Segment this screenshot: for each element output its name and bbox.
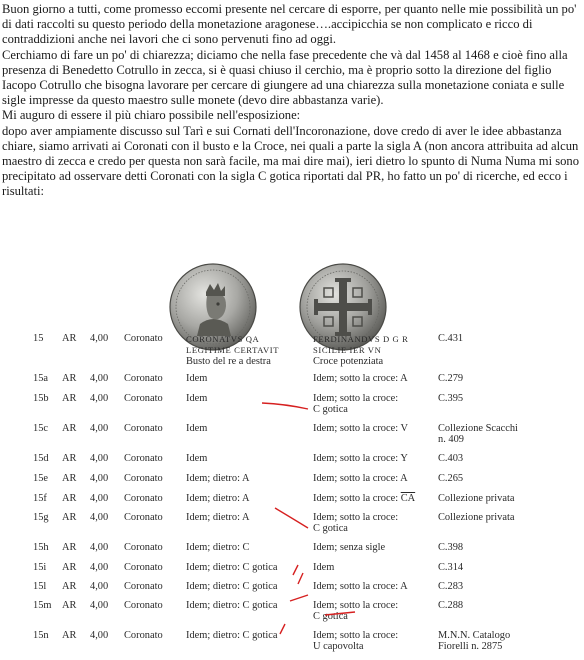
row-number: 15a [33, 373, 49, 384]
row-reverse: SICILIE IER VN [313, 345, 382, 355]
row-type: Coronato [124, 581, 163, 592]
row-number: 15g [33, 512, 49, 523]
red-annotation-line [325, 612, 355, 615]
row-reverse: Croce potenziata [313, 356, 384, 367]
row-weight: 4,00 [90, 542, 109, 553]
row-weight: 4,00 [90, 512, 109, 523]
row-number: 15i [33, 562, 47, 573]
row-metal: AR [62, 512, 77, 523]
row-reverse: Idem; sotto la croce: A [313, 473, 408, 484]
row-type: Coronato [124, 423, 163, 434]
row-reverse: U capovolta [313, 641, 364, 652]
row-type: Coronato [124, 393, 163, 404]
row-reference: Collezione privata [438, 512, 515, 523]
row-weight: 4,00 [90, 453, 109, 464]
row-type: Coronato [124, 562, 163, 573]
row-reference: C.283 [438, 581, 464, 592]
row-metal: AR [62, 423, 77, 434]
row-number: 15h [33, 542, 49, 553]
row-reference: n. 409 [438, 434, 464, 445]
coin-reverse-image [298, 262, 388, 352]
row-obverse: Idem [186, 453, 208, 464]
row-obverse: Idem; dietro: C gotica [186, 600, 278, 611]
row-obverse: Idem [186, 373, 208, 384]
row-reverse: C gotica [313, 523, 348, 534]
row-reverse: Idem; sotto la croce: [313, 512, 399, 523]
row-metal: AR [62, 562, 77, 573]
red-annotation-line [262, 403, 308, 409]
row-metal: AR [62, 542, 77, 553]
row-metal: AR [62, 453, 77, 464]
row-metal: AR [62, 373, 77, 384]
row-metal: AR [62, 581, 77, 592]
row-obverse: Idem; dietro: A [186, 512, 250, 523]
coin-obverse-image [168, 262, 258, 352]
row-metal: AR [62, 473, 77, 484]
row-weight: 4,00 [90, 393, 109, 404]
row-number: 15f [33, 493, 47, 504]
row-obverse: Idem; dietro: C gotica [186, 581, 278, 592]
row-type: Coronato [124, 542, 163, 553]
row-type: Coronato [124, 453, 163, 464]
coin-images [168, 262, 418, 352]
row-number: 15m [33, 600, 52, 611]
row-obverse: CORONATVS QA [186, 334, 260, 344]
intro-paragraph: dopo aver ampiamente discusso sul Tarì e sui Cornati dell'Incoronazione, dove credo di aver le idee abbastanza chiare, siamo arrivati ai Coronati con il busto e la Croce, nei quali a parte la sigla A (non ancora attribuita ad alcun maestro di zecca e credo per questa non sarà facile, ma mai dire mai), ieri dietro lo spunto di Numa Numa mi sono precipitato ad osservare detti Coronati con la sigla C gotica riportati dal PR, ho fatto un po' di ricerche, ed ecco i risultati: [2, 123, 580, 199]
row-reference: C.398 [438, 542, 464, 553]
row-reference: Collezione privata [438, 493, 515, 504]
row-reference: C.403 [438, 453, 464, 464]
red-annotation-line [275, 508, 308, 528]
row-obverse: Idem [186, 423, 208, 434]
row-metal: AR [62, 600, 77, 611]
row-reverse: FERDINANDVS D G R [313, 334, 409, 344]
row-weight: 4,00 [90, 473, 109, 484]
row-reverse: Idem; sotto la croce: V [313, 423, 409, 434]
row-obverse: Idem; dietro: C gotica [186, 630, 278, 641]
row-metal: AR [62, 333, 77, 344]
row-reverse: Idem; sotto la croce: A [313, 581, 408, 592]
row-obverse: Idem [186, 393, 208, 404]
row-reverse: C gotica [313, 404, 348, 415]
row-reference: Collezione Scacchi [438, 423, 518, 434]
row-number: 15b [33, 393, 49, 404]
row-metal: AR [62, 493, 77, 504]
row-obverse: Busto del re a destra [186, 356, 271, 367]
row-reference: C.279 [438, 373, 464, 384]
row-reference: C.288 [438, 600, 464, 611]
row-metal: AR [62, 393, 77, 404]
row-number: 15e [33, 473, 49, 484]
row-obverse: Idem; dietro: A [186, 493, 250, 504]
intro-paragraph: Mi auguro di essere il più chiaro possibile nell'esposizione: [2, 108, 301, 123]
row-type: Coronato [124, 630, 163, 641]
row-number: 15l [33, 581, 47, 592]
row-type: Coronato [124, 600, 163, 611]
row-weight: 4,00 [90, 333, 109, 344]
row-type: Coronato [124, 473, 163, 484]
row-weight: 4,00 [90, 562, 109, 573]
row-weight: 4,00 [90, 581, 109, 592]
row-reference: C.265 [438, 473, 464, 484]
red-annotation-line [298, 573, 303, 584]
row-number: 15 [33, 333, 44, 344]
row-reference: M.N.N. Catalogo [438, 630, 511, 641]
row-reverse: Idem [313, 562, 335, 573]
intro-paragraph: Cerchiamo di fare un po' di chiarezza; diciamo che nella fase precedente che và dal 1458 al 1468 e cioè fino alla presenza di Benedetto Cotrullo in zecca, si è quasi chiuso il cerchio, ma è proprio sotto la direzione del figlio Iacopo Cotrullo che bisogna lavorare per cercare di giungere ad una chiarezza sulla monetazione coniata e sulle sigle impresse da questo maestro sulle monete (devo dire abbastanza varie). [2, 47, 568, 108]
coin-obverse-bust-icon [168, 262, 258, 352]
row-reverse: Idem; sotto la croce: A [313, 373, 408, 384]
row-reverse: Idem; sotto la croce: [313, 630, 399, 641]
row-reverse: Idem; sotto la croce: [313, 600, 399, 611]
red-annotation-line [290, 595, 308, 601]
row-metal: AR [62, 630, 77, 641]
row-number: 15d [33, 453, 49, 464]
red-annotation-line [293, 565, 298, 575]
row-number: 15n [33, 630, 49, 641]
row-reverse: Idem; sotto la croce: Y [313, 453, 408, 464]
row-type: Coronato [124, 493, 163, 504]
intro-paragraph: Buon giorno a tutti, come promesso eccomi presente nel cercare di esporre, per quanto nelle mie possibilità un po' di dati raccolti su questo periodo della monetazione aragonese….accipicchia se non complicato e ricco di contraddizioni anche nei lavori che ci sono pervenuti fino ad oggi. [2, 2, 577, 47]
row-weight: 4,00 [90, 493, 109, 504]
intro-text [2, 2, 582, 200]
row-reference: C.395 [438, 393, 464, 404]
row-type: Coronato [124, 333, 163, 344]
row-weight: 4,00 [90, 373, 109, 384]
row-obverse: Idem; dietro: C gotica [186, 562, 278, 573]
row-reference: C.431 [438, 333, 464, 344]
row-type: Coronato [124, 512, 163, 523]
row-number: 15c [33, 423, 49, 434]
row-obverse: LEGITIME CERTAVIT [186, 345, 280, 355]
red-annotation-line [280, 624, 285, 634]
row-obverse: Idem; dietro: C [186, 542, 250, 553]
row-reference: Fiorelli n. 2875 [438, 641, 503, 652]
row-reference: C.314 [438, 562, 464, 573]
row-weight: 4,00 [90, 630, 109, 641]
row-reverse: Idem; senza sigle [313, 542, 386, 553]
row-reverse: C gotica [313, 611, 348, 622]
row-reverse: Idem; sotto la croce: $\overline{CA}$ [313, 493, 416, 504]
coin-reverse-cross-icon [298, 262, 388, 352]
row-reverse: Idem; sotto la croce: [313, 393, 399, 404]
row-weight: 4,00 [90, 423, 109, 434]
row-obverse: Idem; dietro: A [186, 473, 250, 484]
row-weight: 4,00 [90, 600, 109, 611]
row-type: Coronato [124, 373, 163, 384]
overlined-sigla: $\overline{CA}$ [400, 493, 416, 504]
